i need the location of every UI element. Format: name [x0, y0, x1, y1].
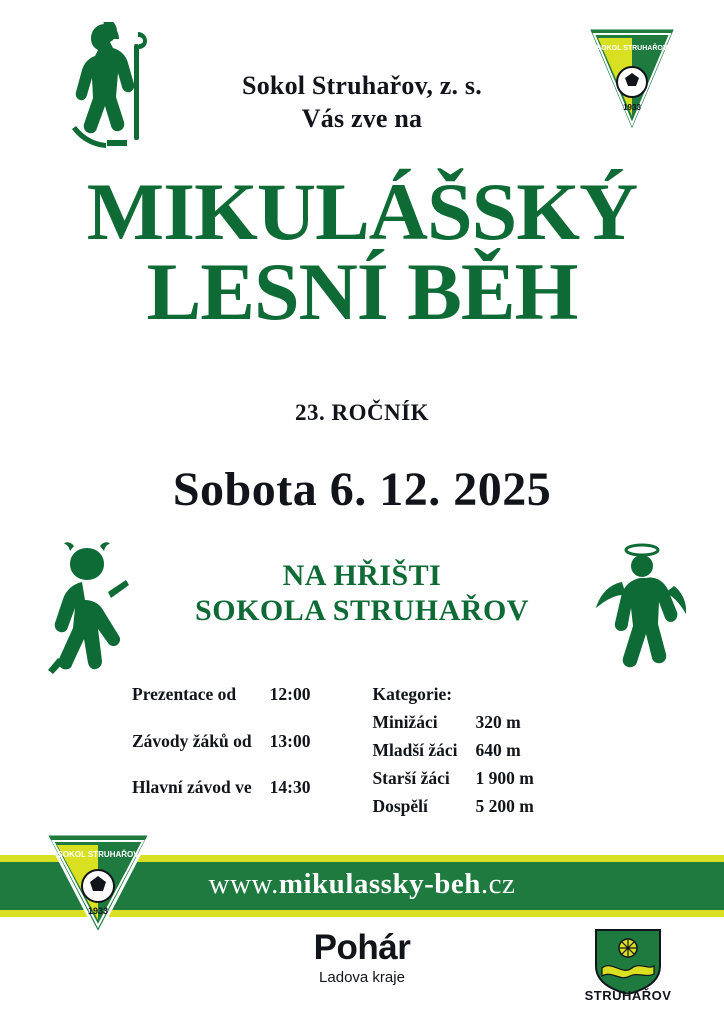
- svg-text:1933: 1933: [87, 906, 109, 916]
- table-row: [132, 684, 310, 731]
- event-date: Sobota 6. 12. 2025: [172, 463, 552, 516]
- website-tld: .cz: [480, 868, 516, 900]
- table-row: [132, 731, 310, 778]
- table-row: [372, 712, 533, 740]
- category-distance: 640 m: [475, 740, 521, 760]
- category-label: Starší žáci: [372, 768, 450, 788]
- invitation-text: Vás zve na: [301, 103, 423, 133]
- category-distance: 320 m: [475, 712, 521, 732]
- schedule-value: 12:00: [269, 684, 311, 704]
- sponsor-subtitle: Ladova kraje: [319, 969, 405, 986]
- schedule-table: [132, 684, 310, 824]
- category-label: Mladší žáci: [372, 740, 458, 760]
- category-distance: 5 200 m: [475, 796, 534, 816]
- location-line-2: SOKOLA STRUHAŘOV: [195, 594, 529, 628]
- table-row: [372, 796, 533, 824]
- schedule-label: Prezentace od: [132, 684, 237, 704]
- title-line-2: LESNÍ BĚH: [146, 246, 578, 338]
- location-line-1: NA HŘIŠTI: [282, 559, 442, 592]
- organizer-name: Sokol Struhařov, z. s.: [242, 71, 482, 100]
- schedule-value: 14:30: [269, 777, 311, 798]
- schedule-label: Hlavní závod ve: [132, 777, 252, 798]
- table-row: [132, 777, 310, 824]
- category-label: Dospělí: [372, 796, 428, 816]
- event-details: [132, 684, 602, 824]
- table-row: [372, 740, 533, 768]
- category-label: Minižáci: [372, 712, 438, 732]
- edition-label: 23. ROČNÍK: [294, 400, 430, 425]
- table-row: [372, 768, 533, 796]
- category-distance: 1 900 m: [475, 768, 534, 788]
- schedule-label: Závody žáků od: [132, 730, 252, 751]
- categories-table: [372, 684, 533, 824]
- table-row: [372, 684, 533, 712]
- svg-text:1933: 1933: [623, 103, 641, 112]
- village-label: STRUHAŘOV: [584, 988, 672, 1003]
- event-location: [0, 558, 724, 629]
- sponsor-title: Pohár: [313, 928, 411, 967]
- website-domain: mikulassky-beh: [278, 868, 481, 900]
- page-title: [0, 166, 724, 338]
- schedule-value: 13:00: [269, 730, 311, 751]
- club-badge-footer-icon: [42, 830, 154, 938]
- title-line-1: MIKULÁŠSKÝ: [86, 166, 638, 257]
- categories-heading: Kategorie:: [372, 684, 453, 704]
- coat-of-arms-icon: [592, 928, 664, 994]
- organizer-invitation: [0, 70, 724, 135]
- website-prefix: www.: [208, 868, 279, 900]
- svg-text:SOKOL STRUHAŘOV: SOKOL STRUHAŘOV: [57, 850, 139, 859]
- svg-text:SOKOL STRUHAŘOV: SOKOL STRUHAŘOV: [596, 45, 668, 52]
